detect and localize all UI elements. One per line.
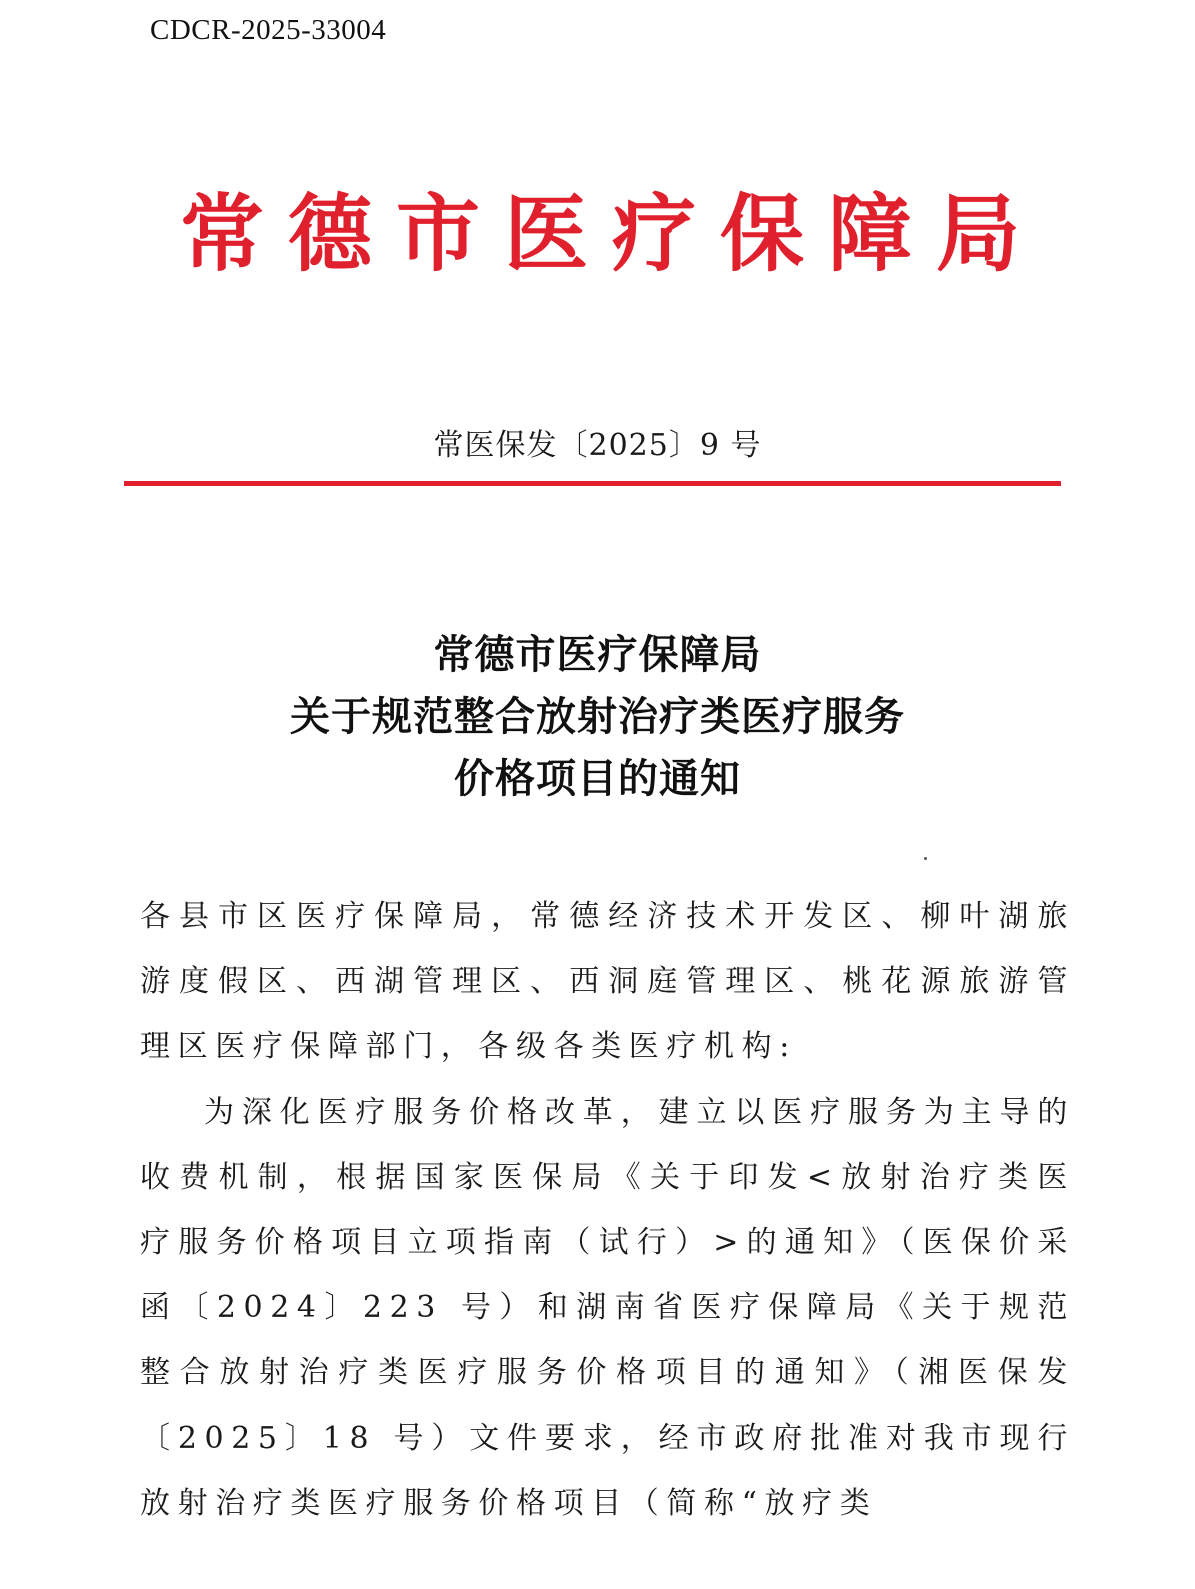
- title-line: 价格项目的通知: [454, 755, 741, 802]
- title-line: 常德市医疗保障局: [433, 631, 762, 678]
- document-body: [140, 884, 1075, 1536]
- title-line: 关于规范整合放射治疗类医疗服务: [290, 693, 905, 740]
- document-number: 常医保发〔2025〕9 号: [433, 428, 762, 463]
- scan-speck: [924, 857, 927, 860]
- issuer-masthead: 常德市医疗保障局: [180, 184, 1045, 283]
- salutation: 各县市区医疗保障局，常德经济技术开发区、柳叶湖旅游度假区、西湖管理区、西洞庭管理区、桃花源旅游管理区医疗保障部门，各级各类医疗机构:: [140, 899, 1075, 1065]
- document-title: [0, 624, 1195, 810]
- red-divider-line: [124, 481, 1061, 486]
- document-code: CDCR-2025-33004: [150, 14, 387, 46]
- body-paragraph: 为深化医疗服务价格改革，建立以医疗服务为主导的收费机制，根据国家医保局《关于印发<放射治疗类医疗服务价格项目立项指南（试行）>的通知》（医保价采函〔2024〕223 号）和湖南省医疗保障局《关于规范整合放射治疗类医疗服务价格项目的通知》（湘医保发〔2025〕18 号）文件要求，经市政府批准对我市现行放射治疗类医疗服务价格项目（简称“放疗类: [140, 1094, 1075, 1521]
